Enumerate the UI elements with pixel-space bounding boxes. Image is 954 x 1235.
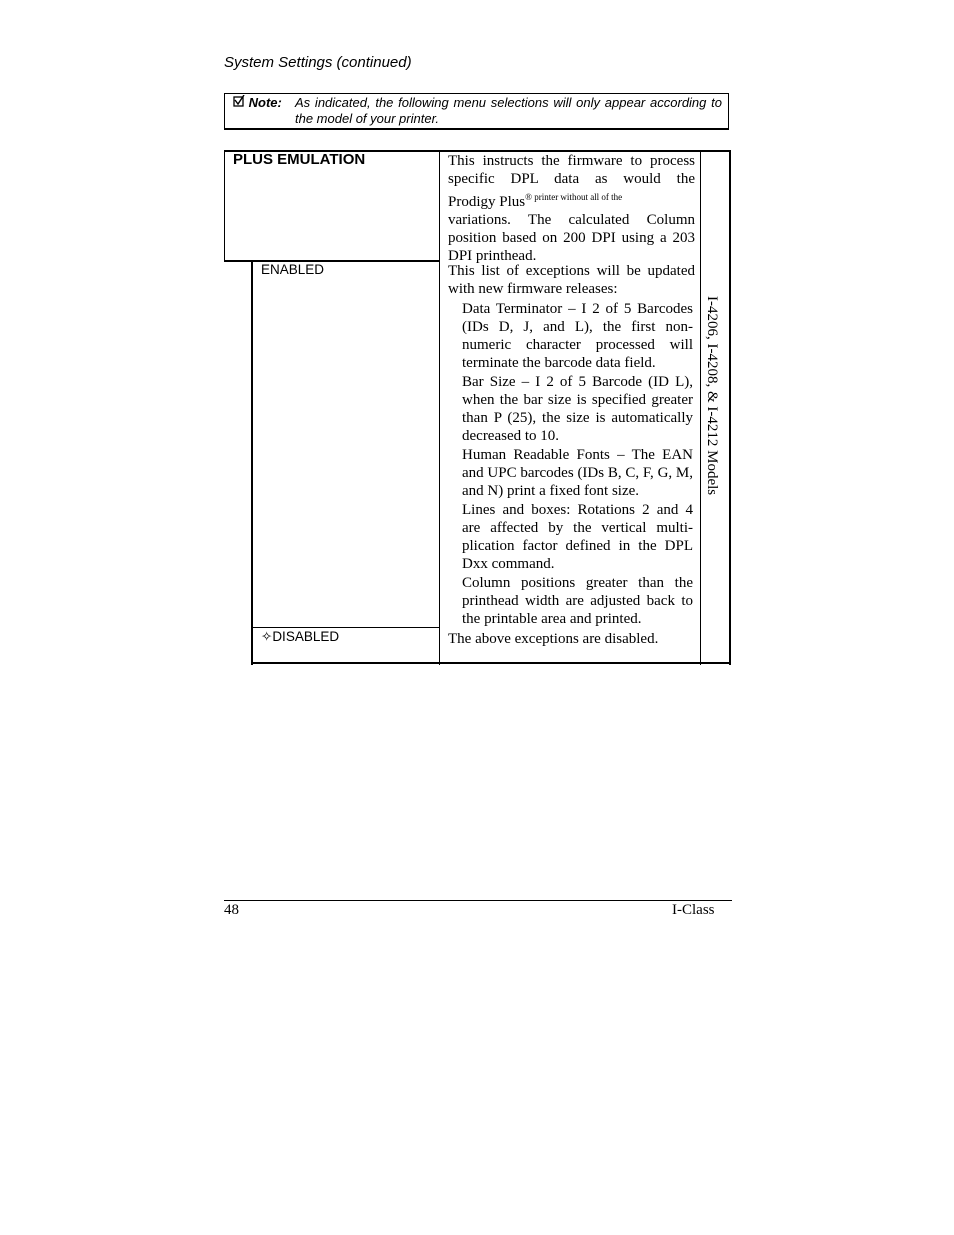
- models-side-label: I-4206, I-4208, & I-4212 Models: [704, 296, 720, 496]
- footer-rule: [224, 900, 732, 901]
- disabled-option: ✧DISABLED: [261, 629, 340, 644]
- table-border-left-options: [251, 261, 253, 665]
- enabled-intro: This list of exceptions will be updated with new firmware releases:: [448, 263, 695, 297]
- section-title: System Settings (continued): [224, 54, 412, 71]
- side-column-divider: [700, 150, 701, 665]
- exception-item: Column positions greater than the printhead width are adjusted back to the printable area and printed.: [462, 575, 693, 627]
- option-row-divider: [251, 627, 440, 628]
- checkbox-icon: [233, 95, 245, 110]
- note-box: [224, 93, 729, 130]
- column-divider: [439, 150, 440, 665]
- title-row-divider: [224, 260, 440, 262]
- page-number: 48: [224, 902, 239, 918]
- note-label: Note:: [233, 95, 282, 110]
- table-border-right: [729, 150, 731, 665]
- exception-item: Bar Size – I 2 of 5 Barcode (ID L), when the bar size is specified greater than P (25), the size is automatically decreased to 10.: [462, 374, 693, 444]
- plus-emulation-title: PLUS EMULATION: [233, 151, 366, 168]
- table-border-left-title: [224, 150, 225, 262]
- exception-item: Lines and boxes: Rotations 2 and 4 are affected by the vertical multi-plication factor defined in the DPL Dxx command.: [462, 502, 693, 572]
- plus-emulation-description: This instructs the firmware to process specific DPL data as would the Prodigy Plus$^{® printer without all of the}$ variations. The calculated Column position based on 200 DPI using a 203 DPI printhead.: [448, 153, 695, 264]
- exception-item: Human Readable Fonts – The EAN and UPC barcodes (IDs B, C, F, G, M, and N) print a fixed font size.: [462, 447, 693, 499]
- enabled-option: ENABLED: [261, 262, 325, 277]
- default-marker-icon: ✧: [261, 629, 273, 644]
- exceptions-list: [462, 300, 693, 629]
- disabled-description: The above exceptions are disabled.: [448, 631, 659, 647]
- exception-item: Data Terminator – I 2 of 5 Barcodes (IDs D, J, and L), the first non-numeric character processed will terminate the barcode data field.: [462, 301, 693, 371]
- book-title: I-Class: [672, 902, 715, 918]
- table-border-bottom: [251, 662, 731, 664]
- note-text: As indicated, the following menu selections will only appear according to the model of your printer.: [295, 95, 722, 126]
